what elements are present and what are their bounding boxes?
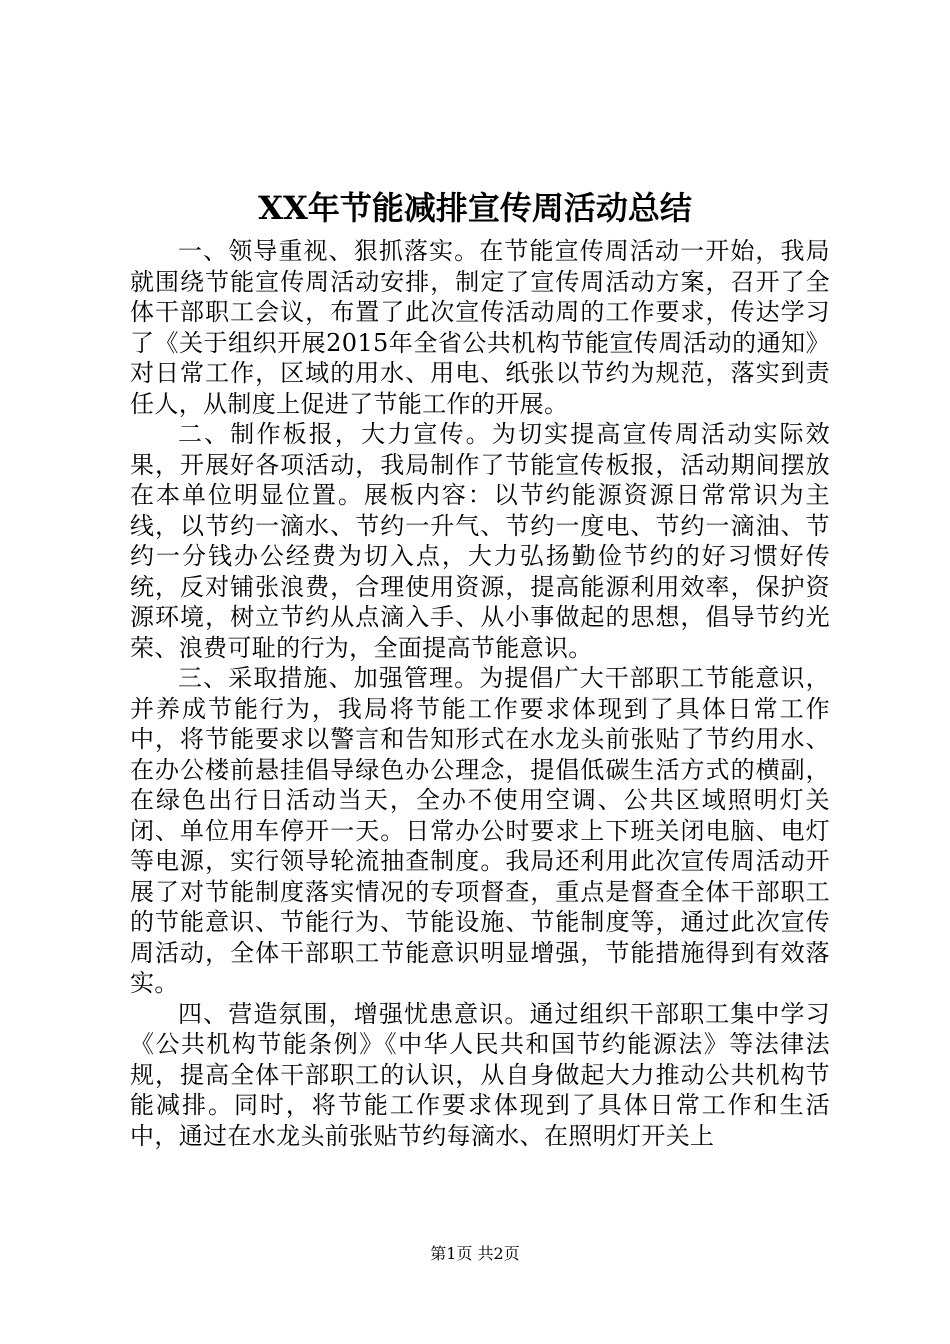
paragraph-4: 四、营造氛围，增强忧患意识。通过组织干部职工集中学习《公共机构节能条例》《中华人民共和国节约能源法》等法律法规，提高全体干部职工的认识，从自身做起大力推动公共机构节能减排。同时，将节能工作要求体现到了具体日常工作和生活中，通过在水龙头前张贴节约每滴水、在照明灯开关上 — [130, 999, 830, 1150]
paragraph-2: 二、制作板报，大力宣传。为切实提高宣传周活动实际效果，开展好各项活动，我局制作了节能宣传板报，活动期间摆放在本单位明显位置。展板内容：以节约能源资源日常常识为主线，以节约一滴水、节约一升气、节约一度电、节约一滴油、节约一分钱办公经费为切入点，大力弘扬勤俭节约的好习惯好传统，反对铺张浪费，合理使用资源，提高能源利用效率，保护资源环境，树立节约从点滴入手、从小事做起的思想，倡导节约光荣、浪费可耻的行为，全面提高节能意识。 — [130, 420, 830, 662]
document-title: XX年节能减排宣传周活动总结 — [258, 189, 692, 227]
document-body — [130, 236, 830, 1151]
paragraph-1: 一、领导重视、狠抓落实。在节能宣传周活动一开始，我局就围绕节能宣传周活动安排，制定了宣传周活动方案，召开了全体干部职工会议，布置了此次宣传活动周的工作要求，传达学习了《关于组织开展2015年全省公共机构节能宣传周活动的通知》对日常工作，区域的用水、用电、纸张以节约为规范，落实到责任人，从制度上促进了节能工作的开展。 — [130, 237, 830, 418]
paragraph-3: 三、采取措施、加强管理。为提倡广大干部职工节能意识，并养成节能行为，我局将节能工作要求体现到了具体日常工作中，将节能要求以警言和告知形式在水龙头前张贴了节约用水、在办公楼前悬挂倡导绿色办公理念，提倡低碳生活方式的横副，在绿色出行日活动当天，全办不使用空调、公共区域照明灯关闭、单位用车停开一天。日常办公时要求上下班关闭电脑、电灯等电源，实行领导轮流抽查制度。我局还利用此次宣传周活动开展了对节能制度落实情况的专项督查，重点是督查全体干部职工的节能意识、节能行为、节能设施、节能制度等，通过此次宣传周活动，全体干部职工节能意识明显增强，节能措施得到有效落实。 — [130, 664, 830, 997]
page-footer: 第1页 共2页 — [430, 1244, 520, 1263]
